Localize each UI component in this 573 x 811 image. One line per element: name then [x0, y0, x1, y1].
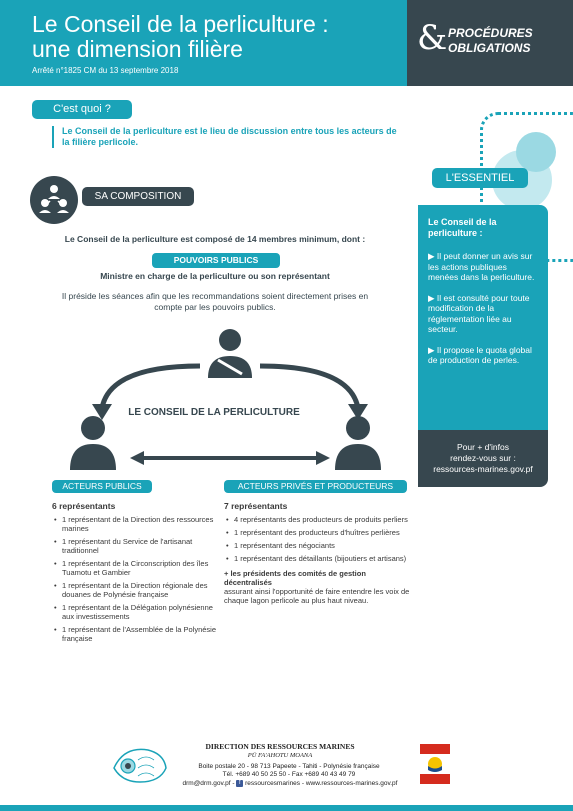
- footer-facebook-link[interactable]: ressourcesmarines: [245, 780, 301, 788]
- polynesia-emblem-icon: [420, 744, 450, 784]
- page-title-line1: Le Conseil de la perliculture :: [32, 11, 329, 37]
- essentiel-item: ▶ Il propose le quota global de production de perles.: [428, 344, 532, 365]
- bottom-bar: [0, 805, 573, 811]
- list-item: • 1 représentant des négociants: [224, 541, 414, 550]
- composition-section-label: SA COMPOSITION: [82, 187, 194, 206]
- essentiel-item: ▶ Il peut donner un avis sur les actions publiques menées dans la perliculture.: [428, 251, 535, 282]
- acteurs-publics-list: [52, 502, 217, 647]
- prives-count: 7 représentants: [224, 501, 288, 511]
- essentiel-label: L'ESSENTIEL: [432, 168, 528, 188]
- essentiel-title: Le Conseil de la perliculture :: [428, 217, 497, 238]
- acteurs-prives-list: [224, 502, 414, 605]
- list-item: • 1 représentant de l'Assemblée de la Polynésie française: [52, 625, 217, 643]
- list-item: • 1 représentant de la Circonscription des îles Tuamotu et Gambier: [52, 559, 217, 577]
- decoration-circle-small: [516, 132, 556, 172]
- page-title: [32, 12, 397, 62]
- presidents-text: + les présidents des comités de gestion décentralisés: [224, 569, 366, 587]
- arrow-left-curve: [102, 366, 200, 408]
- info-line2: rendez-vous sur :: [450, 453, 516, 463]
- composition-intro: Le Conseil de la perliculture est composé de 14 membres minimum, dont :: [64, 234, 366, 244]
- publics-count: 6 représentants: [52, 501, 116, 511]
- essentiel-item: ▶ Il est consulté pour toute modification de la réglementation liée au secteur.: [428, 292, 530, 334]
- list-item: • 1 représentant du Service de l'artisanat traditionnel: [52, 537, 217, 555]
- arrete-reference: Arrêté n°1825 CM du 13 septembre 2018: [32, 66, 179, 75]
- list-item: • 1 représentant de la Direction régionale des douanes de Polynésie française: [52, 581, 217, 599]
- quoi-section-label: C'est quoi ?: [32, 100, 132, 119]
- ampersand-mark: &: [417, 18, 448, 58]
- preside-text: Il préside les séances afin que les recommandations soient directement prises en compte par les pouvoirs publics.: [61, 291, 369, 312]
- ministre-text: Ministre en charge de la perliculture ou son représentant: [100, 271, 330, 281]
- procedures-label: PROCÉDURES: [448, 26, 533, 40]
- double-arrow: [130, 451, 330, 465]
- pouvoirs-publics-label: POUVOIRS PUBLICS: [152, 253, 280, 268]
- assurant-text: assurant ainsi l'opportunité de faire entendre les voix de chaque lagon perlicole au plus haut niveau.: [224, 587, 410, 605]
- category-label: [448, 26, 533, 56]
- acteurs-publics-label: ACTEURS PUBLICS: [52, 480, 152, 493]
- council-diagram: [40, 320, 420, 470]
- info-line1: Pour + d'infos: [457, 442, 509, 452]
- footer-contacts: [145, 780, 435, 787]
- footer-website-link[interactable]: - www.ressources-marines.gov.pf: [301, 780, 398, 788]
- arrow-right-curve: [260, 366, 358, 408]
- acteurs-prives-label: ACTEURS PRIVÉS ET PRODUCTEURS: [224, 480, 407, 493]
- list-item: • 1 représentant des détaillants (bijoutiers et artisans): [224, 554, 414, 563]
- page-title-line2: une dimension filière: [32, 36, 243, 62]
- facebook-icon: f: [236, 780, 243, 787]
- private-person-icon: [335, 416, 381, 470]
- info-box: [418, 430, 548, 487]
- footer-direction: DIRECTION DES RESSOURCES MARINES: [205, 742, 355, 751]
- list-item: • 1 représentant des producteurs d'huîtres perlières: [224, 528, 414, 537]
- essentiel-box: [418, 205, 548, 430]
- footer-subtitle: PŪ FA'AHOTU MOANA: [247, 752, 313, 759]
- obligations-label: OBLIGATIONS: [448, 41, 531, 55]
- footer-phone: Tél. +689 40 50 25 50 - Fax +689 40 43 49 79: [222, 771, 356, 778]
- footer-address: Boite postale 20 - 98 713 Papeete - Tahiti - Polynésie française: [198, 763, 380, 770]
- info-url-link[interactable]: ressources-marines.gov.pf: [433, 464, 533, 474]
- quoi-description: Le Conseil de la perliculture est le lieu de discussion entre tous les acteurs de la filière perlicole.: [52, 126, 402, 148]
- list-item: • 1 représentant de la Délégation polynésienne aux investissements: [52, 603, 217, 621]
- conseil-label: LE CONSEIL DE LA PERLICULTURE: [128, 407, 300, 418]
- list-item: • 1 représentant de la Direction des ressources marines: [52, 515, 217, 533]
- list-item: • 4 représentants des producteurs de produits perliers: [224, 515, 414, 524]
- public-person-icon: [70, 416, 116, 470]
- footer-email-link[interactable]: drm@drm.gov.pf -: [182, 780, 235, 788]
- group-people-icon: [30, 176, 78, 224]
- minister-person-icon: [208, 329, 252, 378]
